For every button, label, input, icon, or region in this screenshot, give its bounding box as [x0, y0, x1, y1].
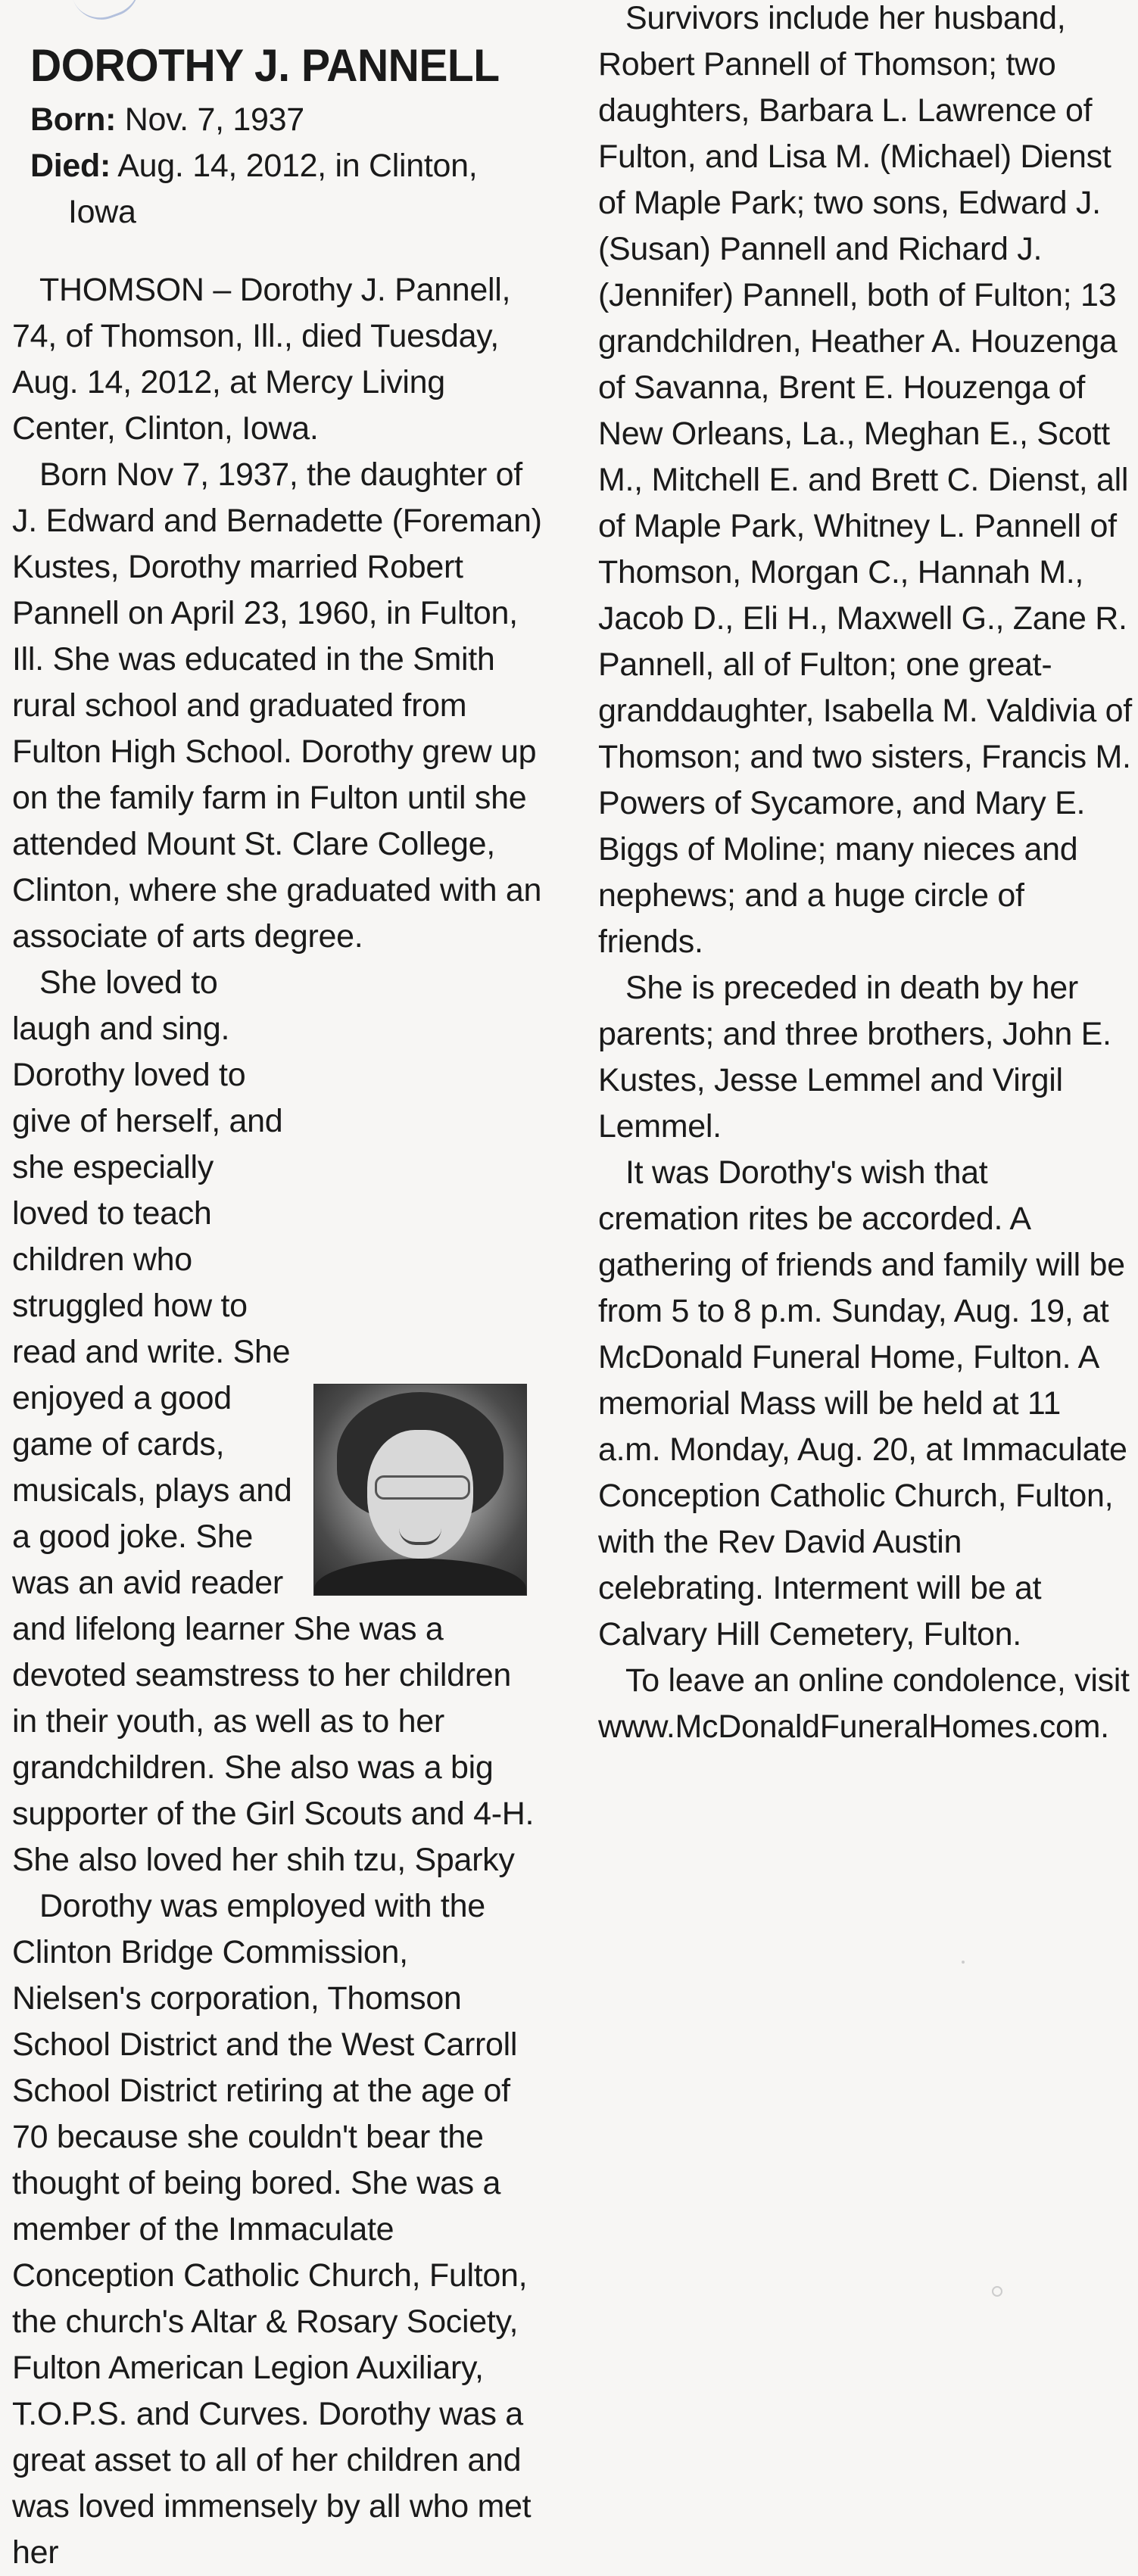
paragraph-early-life: Born Nov 7, 1937, the daughter of J. Edward and Bernadette (Foreman) Kustes, Dorothy married Robert Pannell on April 23, 1960, in Fulton, Ill. She was educated in the Smith rural school and graduated from Fulton High School. Dorothy grew up on the family farm in Fulton until she attended Mount St. Clare College, Clinton, where she graduated with an associate of arts degree.	[12, 456, 542, 955]
paragraph-interests: She loved to laugh and sing. Dorothy loved to give of herself, and she especially loved to teach children who struggled how to read and write. She enjoyed a good game of cards, musicals, plays and a good joke. She was an avid reader and lifelong learner She was a devoted seamstress to her children in their youth, as well as to her grandchildren. She also was a big supporter of the Girl Scouts and 4-H. She also loved her shih tzu, Sparky	[12, 964, 535, 1878]
paragraph-condolence: To leave an online condolence, visit www.McDonaldFuneralHomes.com.	[598, 1662, 1130, 1745]
born-label: Born:	[30, 101, 117, 138]
born-value: Nov. 7, 1937	[124, 101, 304, 138]
paragraph-survivors: Survivors include her husband, Robert Pannell of Thomson; two daughters, Barbara L. Lawrence of Fulton, and Lisa M. (Michael) Dienst of Maple Park; two sons, Edward J. (Susan) Pannell and Richard J. (Jennifer) Pannell, both of Fulton; 13 grandchildren, Heather A. Houzenga of Savanna, Brent E. Houzenga of New Orleans, La., Meghan E., Scott M., Mitchell E. and Brett C. Dienst, all of Maple Park, Whitney L. Pannell of Thomson, Morgan C., Hannah M., Jacob D., Eli H., Maxwell G., Zane R. Pannell, all of Fulton; one great-granddaughter, Isabella M. Valdivia of Thomson; and two sisters, Francis M. Powers of Sycamore, and Mary E. Biggs of Moline; many nieces and nephews; and a huge circle of friends.	[598, 0, 1132, 960]
paragraph-preceded: She is preceded in death by her parents; and three brothers, John E. Kustes, Jesse Lemmel and Virgil Lemmel.	[598, 970, 1111, 1145]
died-value-cont: Iowa	[68, 194, 136, 230]
born-line	[30, 97, 542, 143]
obituary-name: DOROTHY J. PANNELL	[30, 40, 500, 91]
photo-text-wrap	[12, 960, 542, 2576]
pen-mark	[72, 0, 147, 28]
died-line	[30, 143, 542, 235]
died-label: Died:	[30, 148, 111, 184]
portrait-photo	[313, 1384, 527, 1596]
died-value: Aug. 14, 2012, in Clinton,	[117, 148, 478, 184]
paragraph-death-notice: THOMSON – Dorothy J. Pannell, 74, of Thomson, Ill., died Tuesday, Aug. 14, 2012, at Mercy Living Center, Clinton, Iowa.	[12, 272, 511, 447]
paragraph-employment: Dorothy was employed with the Clinton Bridge Commission, Nielsen's corporation, Thomson School District and the West Carroll School District retiring at the age of 70 because she couldn't bear the thought of being bored. She was a member of the Immaculate Conception Catholic Church, Fulton, the church's Altar & Rosary Society, Fulton American Legion Auxiliary, T.O.P.S. and Curves. Dorothy was a great asset to all of her children and was loved immensely by all who met her	[12, 1888, 532, 2571]
paragraph-services: It was Dorothy's wish that cremation rites be accorded. A gathering of friends and family will be from 5 to 8 p.m. Sunday, Aug. 19, at McDonald Funeral Home, Fulton. A memorial Mass will be held at 11 a.m. Monday, Aug. 20, at Immaculate Conception Catholic Church, Fulton, with the Rev David Austin celebrating. Interment will be at Calvary Hill Cemetery, Fulton.	[598, 1154, 1127, 1652]
left-column	[12, 30, 542, 2576]
right-column	[598, 0, 1132, 1750]
